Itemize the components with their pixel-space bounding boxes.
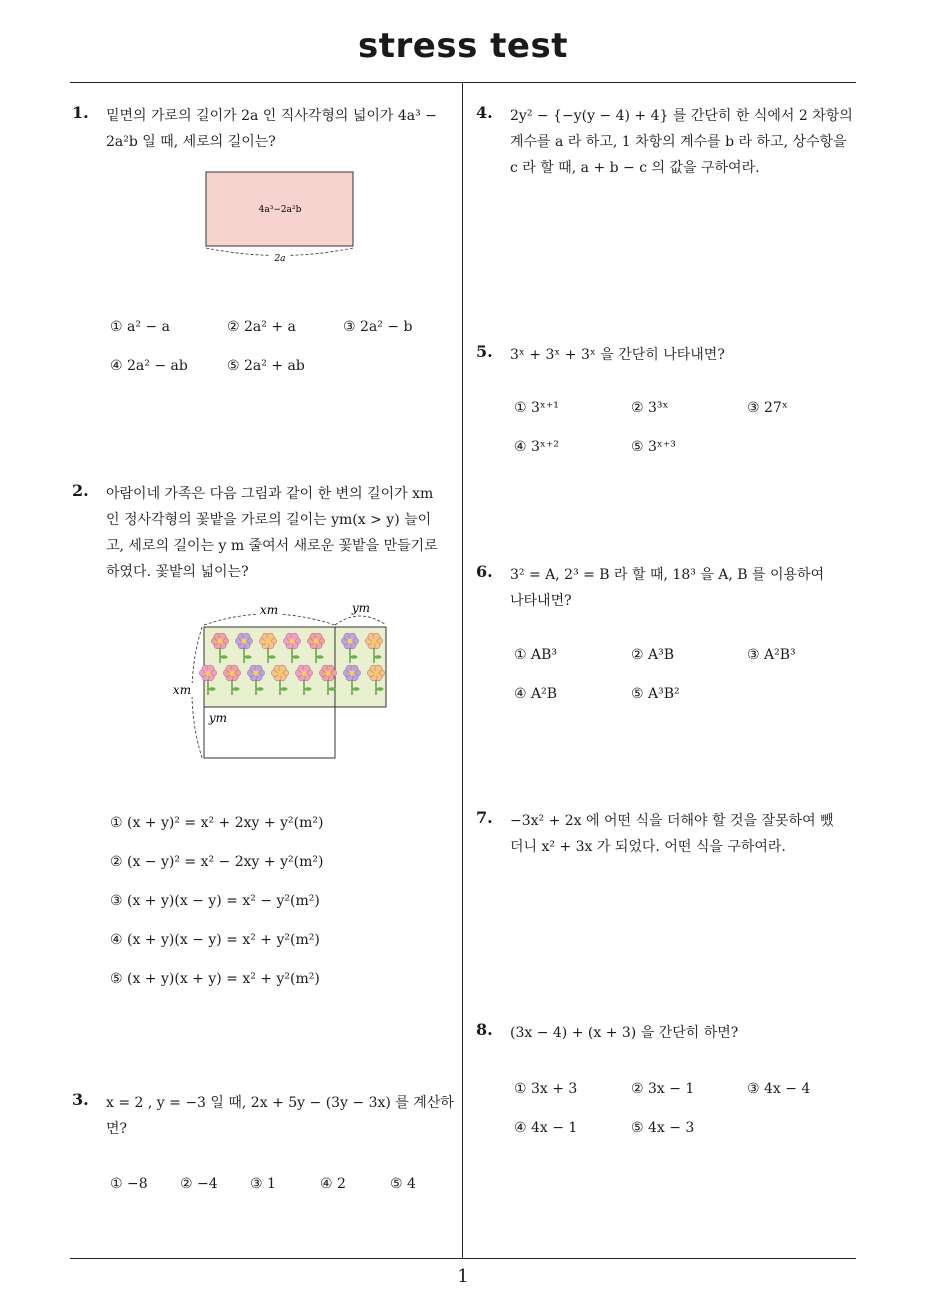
question-6 [476,562,866,712]
option-2[interactable]: ② 2a² + a [227,319,296,335]
question-line: 인 정사각형의 꽃밭을 가로의 길이는 ym(x > y) 늘이 [106,512,432,528]
question-number: 8. [476,1020,493,1039]
option-1[interactable]: ① 3ˣ⁺¹ [514,400,559,416]
options [110,815,460,985]
question-text [106,1090,454,1142]
option-3[interactable]: ③ (x + y)(x − y) = x² − y²(m²) [110,893,320,909]
option-2[interactable]: ② −4 [180,1176,218,1192]
question-line: 나타내면? [510,593,572,609]
question-line: 3² = A, 2³ = B 라 할 때, 18³ 을 A, B 를 이용하여 [510,567,825,583]
inner-label: ym [208,711,228,725]
option-2[interactable]: ② 3³ˣ [631,400,669,416]
option-4[interactable]: ④ 2a² − ab [110,358,188,374]
question-line: 고, 세로의 길이는 y m 줄여서 새로운 꽃밭을 만들기로 [106,538,438,554]
question-number: 1. [72,103,89,122]
question-number: 3. [72,1090,89,1109]
question-8 [476,1020,866,1145]
question-line: 2a²b 일 때, 세로의 길이는? [106,134,276,150]
option-3[interactable]: ③ 27ˣ [747,400,788,416]
question-line: 하였다. 꽃밭의 넓이는? [106,564,249,580]
question-number: 5. [476,342,493,361]
rectangle-figure [200,169,360,265]
page-title: stress test [358,26,568,66]
question-number: 4. [476,103,493,122]
option-4[interactable]: ④ (x + y)(x − y) = x² + y²(m²) [110,932,320,948]
top-brace-right [335,616,386,625]
option-1[interactable]: ① (x + y)² = x² + 2xy + y²(m²) [110,815,324,831]
top-label-right: ym [351,601,371,615]
option-4[interactable]: ④ A²B [514,686,558,702]
width-label: 2a [274,254,286,264]
question-number: 7. [476,808,493,827]
question-text [510,808,834,860]
question-text [510,103,853,181]
option-4[interactable]: ④ 3ˣ⁺² [514,439,559,455]
option-1[interactable]: ① −8 [110,1176,148,1192]
header-rule [70,82,856,83]
question-line: 3ˣ + 3ˣ + 3ˣ 을 간단히 나타내면? [510,347,725,363]
question-2 [72,481,462,991]
question-number: 6. [476,562,493,581]
top-label-left: xm [259,603,279,617]
question-text [510,562,824,614]
option-3[interactable]: ③ 2a² − b [343,319,413,335]
area-label: 4a³−2a²b [258,205,302,215]
question-line: 아람이네 가족은 다음 그림과 같이 한 변의 길이가 xm [106,486,434,502]
option-1[interactable]: ① a² − a [110,319,170,335]
question-5 [476,342,866,467]
question-line: −3x² + 2x 에 어떤 식을 더해야 할 것을 잘못하여 뺐 [510,813,834,829]
question-3 [72,1090,462,1200]
option-3[interactable]: ③ A²B³ [747,647,796,663]
option-2[interactable]: ② A³B [631,647,675,663]
options [110,319,460,379]
options [514,1081,854,1141]
option-2[interactable]: ② (x − y)² = x² − 2xy + y²(m²) [110,854,324,870]
question-line: 밑면의 가로의 길이가 2a 인 직사각형의 넓이가 4a³ − [106,108,437,124]
side-label: xm [172,683,192,697]
question-line: (3x − 4) + (x + 3) 을 간단히 하면? [510,1025,739,1041]
question-text [510,342,725,368]
question-text [106,481,438,585]
question-text [510,1020,738,1046]
footer-rule [70,1258,856,1259]
question-line: 면? [106,1121,128,1137]
options [514,647,854,707]
question-line: 더니 x² + 3x 가 되었다. 어떤 식을 구하여라. [510,839,786,855]
option-5[interactable]: ⑤ 4 [390,1176,416,1192]
question-number: 2. [72,481,89,500]
garden-figure [168,599,398,765]
question-text [106,103,437,155]
option-4[interactable]: ④ 2 [320,1176,346,1192]
question-line: c 라 할 때, a + b − c 의 값을 구하여라. [510,160,760,176]
option-1[interactable]: ① 3x + 3 [514,1081,578,1097]
question-line: 2y² − {−y(y − 4) + 4} 를 간단히 한 식에서 2 차항의 [510,108,853,124]
option-5[interactable]: ⑤ 4x − 3 [631,1120,695,1136]
options [514,400,854,460]
option-5[interactable]: ⑤ (x + y)(x + y) = x² + y²(m²) [110,971,320,987]
question-line: x = 2 , y = −3 일 때, 2x + 5y − (3y − 3x) 를 계산하 [106,1095,454,1111]
options [110,1176,450,1198]
question-7 [476,808,866,868]
option-3[interactable]: ③ 1 [250,1176,276,1192]
question-4 [476,103,866,193]
question-1 [72,103,462,393]
option-4[interactable]: ④ 4x − 1 [514,1120,578,1136]
option-5[interactable]: ⑤ A³B² [631,686,680,702]
option-5[interactable]: ⑤ 2a² + ab [227,358,305,374]
question-line: 계수를 a 라 하고, 1 차항의 계수를 b 라 하고, 상수항을 [510,134,847,150]
option-1[interactable]: ① AB³ [514,647,558,663]
page-number: 1 [457,1266,469,1287]
column-divider [462,83,463,1259]
option-2[interactable]: ② 3x − 1 [631,1081,695,1097]
option-3[interactable]: ③ 4x − 4 [747,1081,811,1097]
option-5[interactable]: ⑤ 3ˣ⁺³ [631,439,676,455]
